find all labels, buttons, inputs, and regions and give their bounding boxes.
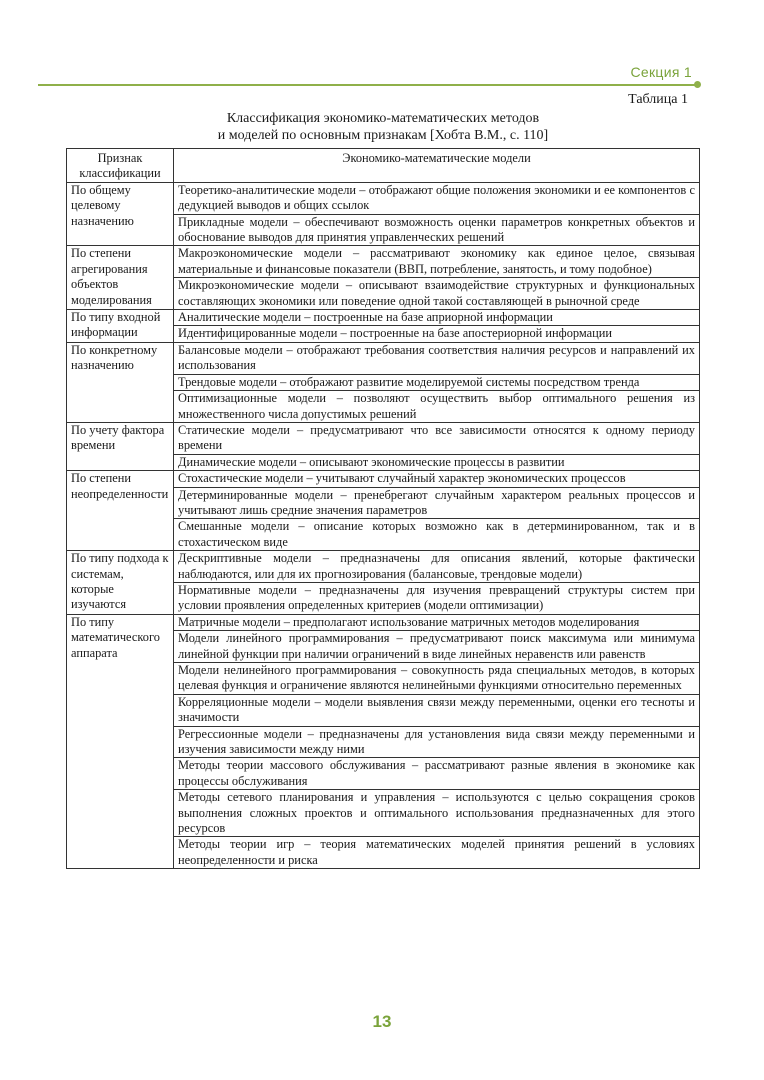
column-header-feature: Признак классификации [67,149,174,183]
model-description-cell: Методы сетевого планирования и управления – используются с целью сокращения сроков выполнения сложных проектов и оптимального использования предназначенных для этого ресурсов [174,790,700,837]
table-number: Таблица 1 [628,92,688,107]
table-title-line-1: Классификация экономико-математических методов [226,111,540,126]
classification-feature-cell: По типу подхода к системам, которые изучаются [67,551,174,615]
model-description-cell: Динамические модели – описывают экономические процессы в развитии [174,454,700,470]
table-row [67,342,700,374]
header-rule [38,84,698,86]
column-header-models: Экономико-математические модели [174,149,700,183]
model-description-cell: Теоретико-аналитические модели – отображают общие положения экономики и ее компонентов с дедукцией выводов и общих ссылок [174,182,700,214]
table-body [67,182,700,868]
table-row [67,182,700,214]
page-number: 13 [372,1012,392,1031]
model-description-cell: Трендовые модели – отображают развитие моделируемой системы посредством тренда [174,374,700,390]
table-title [66,110,700,144]
model-description-cell: Микроэкономические модели – описывают взаимодействие структурных и функциональных составляющих экономики или поведение одной такой составляющей в рыночной среде [174,278,700,310]
table-row [67,614,700,630]
model-description-cell: Методы теории массового обслуживания – рассматривают разные явления в экономике как процессы обслуживания [174,758,700,790]
model-description-cell: Методы теории игр – теория математических моделей принятия решений в условиях неопределенности и риска [174,837,700,869]
table-row [67,310,700,326]
model-description-cell: Макроэкономические модели – рассматривают экономику как единое целое, связывая материальные и финансовые показатели (ВВП, потребление, занятость, и тому подобное) [174,246,700,278]
model-description-cell: Идентифицированные модели – построенные на базе апостериорной информации [174,326,700,342]
model-description-cell: Статические модели – предусматривают что все зависимости относятся к одному периоду времени [174,422,700,454]
classification-table [66,148,700,869]
classification-feature-cell: По типу математического аппарата [67,614,174,869]
classification-feature-cell: По конкретному назначению [67,342,174,422]
model-description-cell: Матричные модели – предполагают использование матричных методов моделирования [174,614,700,630]
model-description-cell: Смешанные модели – описание которых возможно как в детерминированном, так и в стохастическом виде [174,519,700,551]
classification-feature-cell: По степени неопределенности [67,471,174,551]
header-dot [694,81,701,88]
classification-feature-cell: По степени агрегирования объектов моделирования [67,246,174,310]
model-description-cell: Модели нелинейного программирования – совокупность ряда специальных методов, в которых целевая функция и ограничение являются нелинейными функциями относительно переменных [174,663,700,695]
table-row [67,422,700,454]
section-label: Секция 1 [630,64,692,80]
classification-feature-cell: По общему целевому назначению [67,182,174,246]
table-row [67,471,700,487]
table-row [67,246,700,278]
model-description-cell: Прикладные модели – обеспечивают возможность оценки параметров конкретных объектов и обоснование выводов для принятия управленческих решений [174,214,700,246]
model-description-cell: Стохастические модели – учитывают случайный характер экономических процессов [174,471,700,487]
model-description-cell: Модели линейного программирования – предусматривают поиск максимума или минимума линейной функции при наличии ограничений в виде линейных неравенств или равенств [174,631,700,663]
model-description-cell: Детерминированные модели – пренебрегают случайным характером реальных процессов и учитывают лишь средние значения параметров [174,487,700,519]
model-description-cell: Дескриптивные модели – предназначены для описания явлений, которые фактически наблюдаются, или для их прогнозирования (балансовые, трендовые модели) [174,551,700,583]
model-description-cell: Аналитические модели – построенные на базе априорной информации [174,310,700,326]
table-title-line-2: и моделей по основным признакам [Хобта В.М., с. 110] [217,128,549,143]
classification-feature-cell: По учету фактора времени [67,422,174,470]
model-description-cell: Регрессионные модели – предназначены для установления вида связи между переменными и изучения зависимости между ними [174,726,700,758]
model-description-cell: Корреляционные модели – модели выявления связи между переменными, оценки его тесноты и значимости [174,694,700,726]
model-description-cell: Балансовые модели – отображают требования соответствия наличия ресурсов и направлений их использования [174,342,700,374]
table-row [67,551,700,583]
table-header-row [67,149,700,183]
model-description-cell: Нормативные модели – предназначены для изучения превращений структуры систем при условии проявления определенных критериев (модели оптимизации) [174,582,700,614]
classification-feature-cell: По типу входной информации [67,310,174,343]
model-description-cell: Оптимизационные модели – позволяют осуществить выбор оптимального решения из множественного числа допустимых решений [174,391,700,423]
